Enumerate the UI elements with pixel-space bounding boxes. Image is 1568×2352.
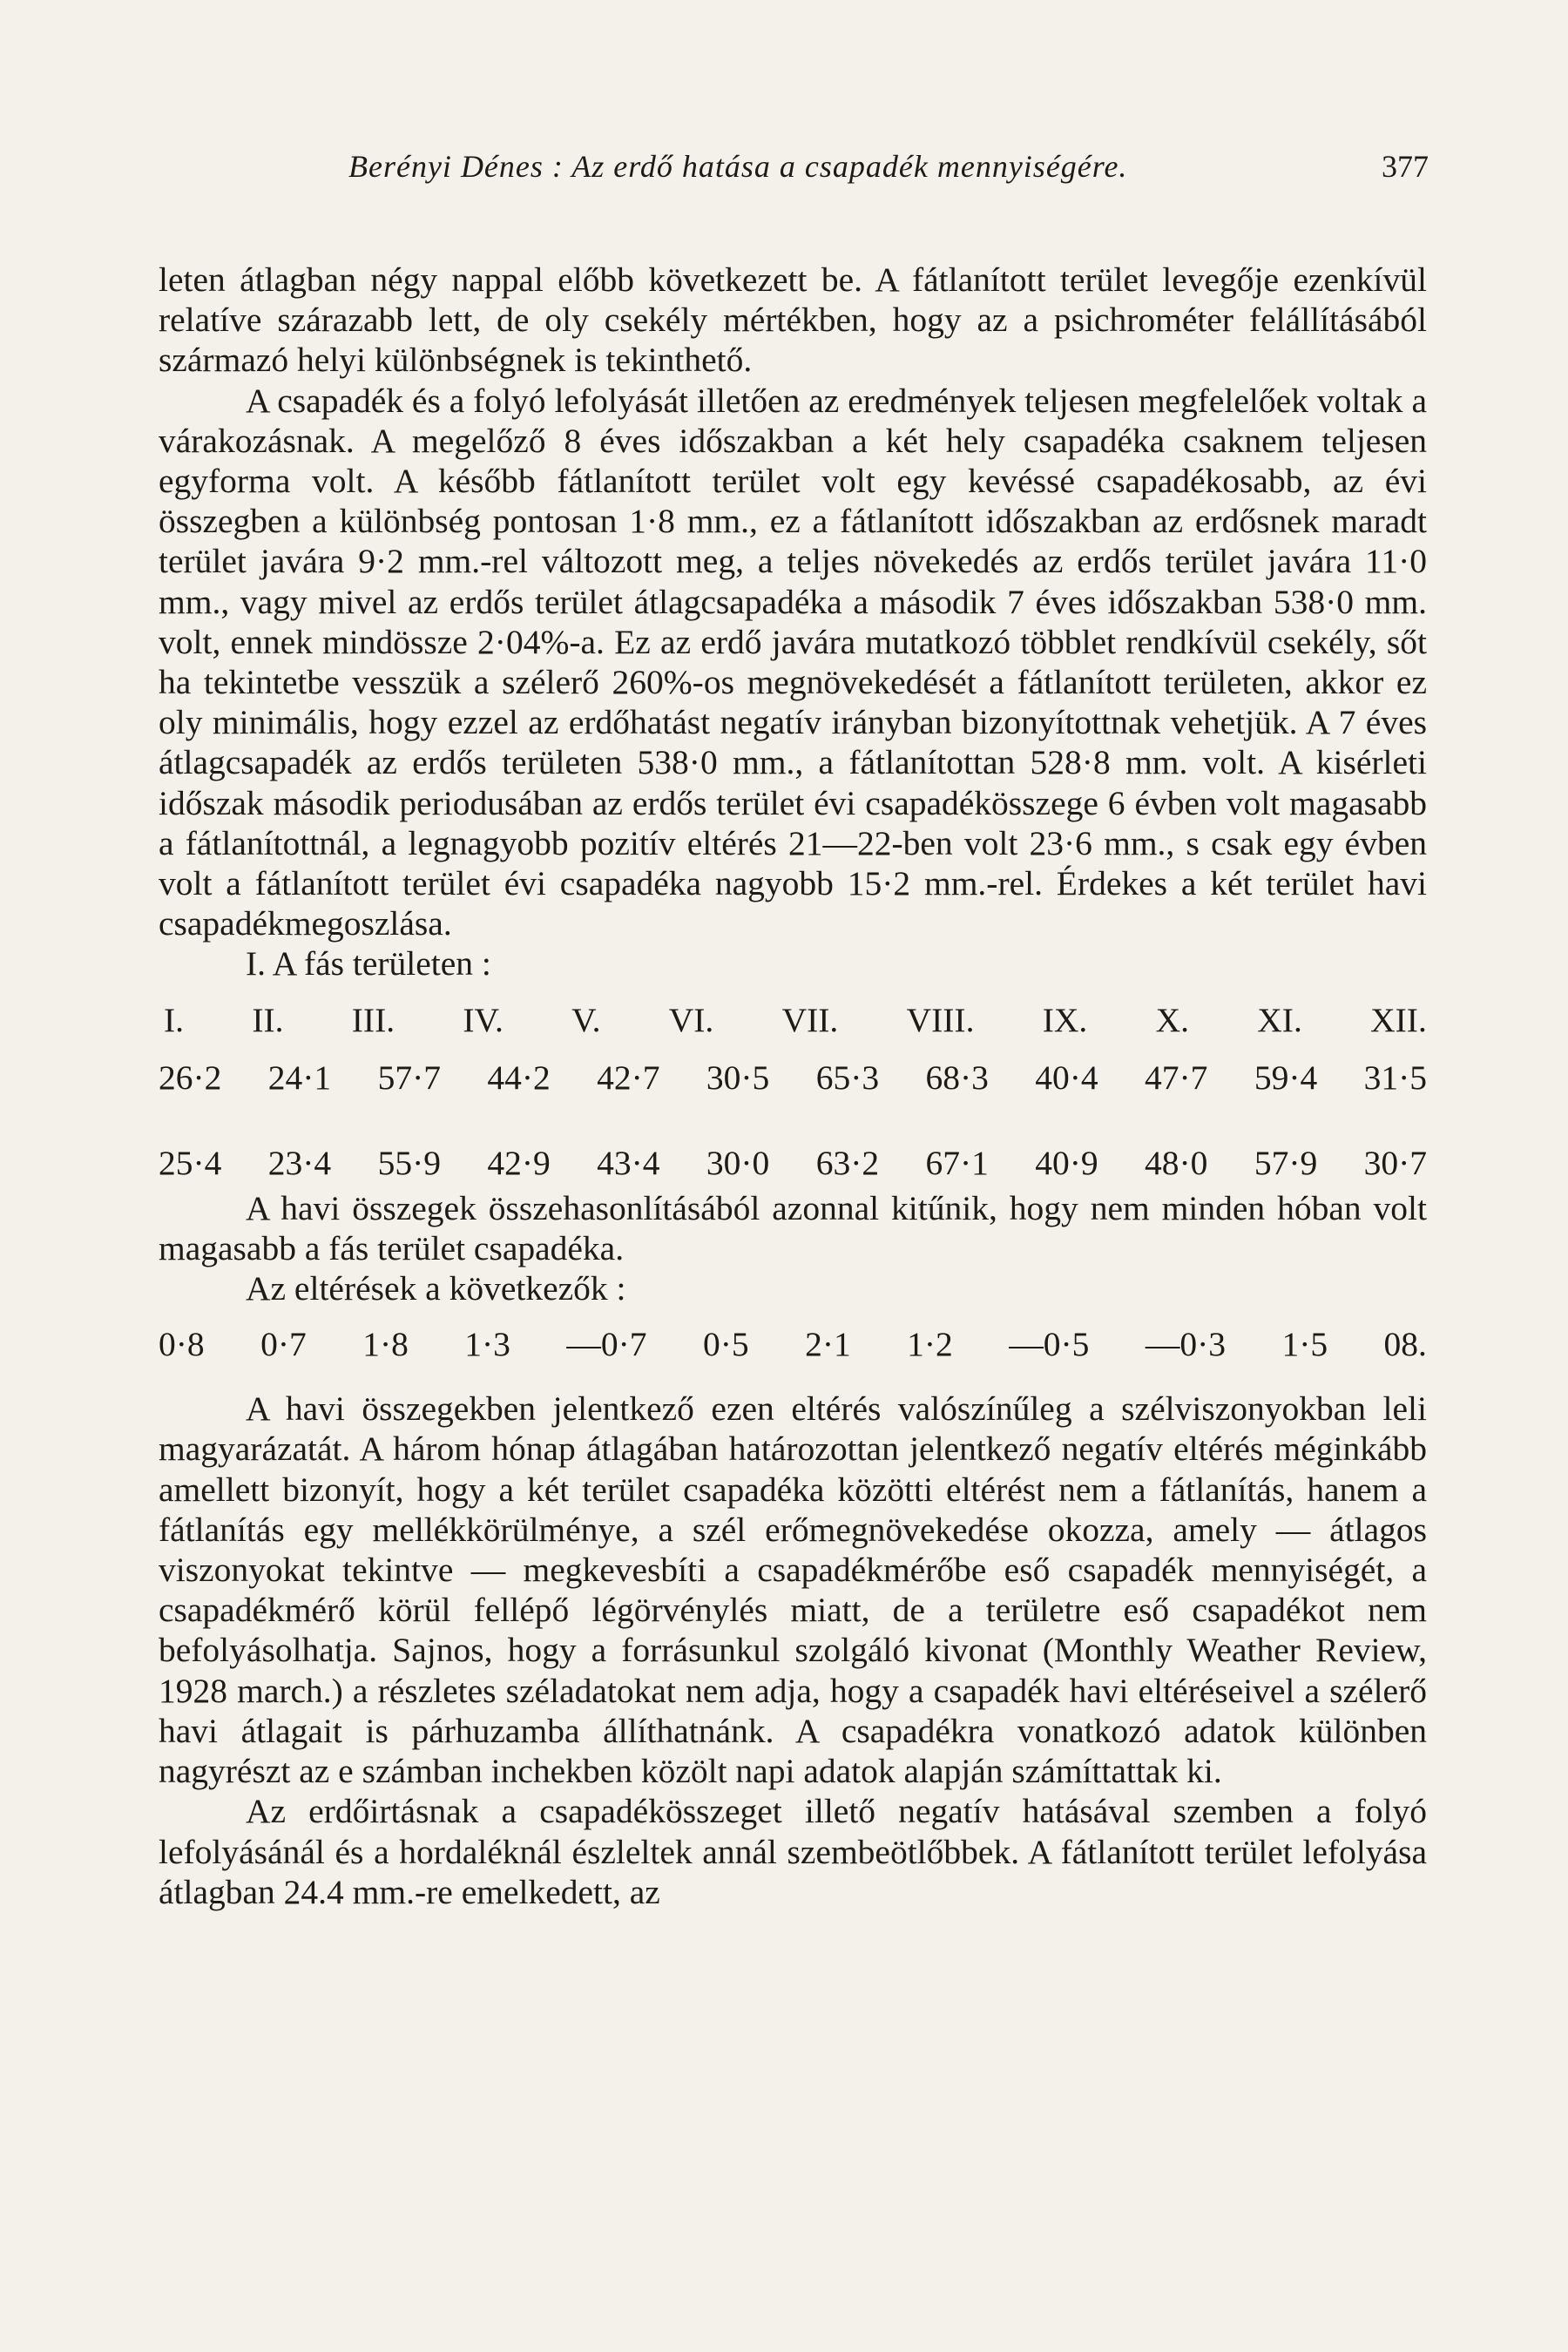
- forest-value-cell: 57·7: [377, 1058, 441, 1097]
- cleared-value-cell: 67·1: [925, 1143, 989, 1182]
- month-header-cell: XI.: [1257, 1000, 1302, 1039]
- cleared-value-cell: 40·9: [1035, 1143, 1098, 1182]
- forest-value-cell: 31·5: [1363, 1058, 1427, 1097]
- differences-label: Az eltérések a következők :: [246, 1269, 626, 1308]
- forest-value-cell: 59·4: [1254, 1058, 1318, 1097]
- month-header-cell: X.: [1155, 1000, 1189, 1039]
- difference-value-cell: 1·3: [464, 1325, 510, 1364]
- table-row-forest: [159, 1058, 1427, 1098]
- cleared-value-cell: 30·0: [706, 1143, 770, 1182]
- table-month-header: [159, 1000, 1427, 1040]
- difference-value-cell: 08.: [1383, 1325, 1427, 1364]
- month-header-cell: II.: [252, 1000, 284, 1039]
- month-header-cell: III.: [351, 1000, 395, 1039]
- paragraph-wind-explanation: A havi összegekben jelentkező ezen eltérés valószínűleg a szélviszonyokban leli magyarázatát. A három hónap átlagában határozottan jelentkező negatív eltérés méginkább amellett bizonyít, hogy a két terület csapadéka közötti eltérést nem a fátlanítás, hanem a fátlanítás egy mellékkörülménye, a szél erőmegnövekedése okozza, amely — átlagos viszonyokat tekintve — megkevesbíti a csapadékmérőbe eső csapadék mennyiségét, a csapadékmérő körül fellépő légörvénylés miatt, de a területre eső csapadékot nem befolyásolhatja. Sajnos, hogy a forrásunkul szolgáló kivonat (Monthly Weather Review, 1928 march.) a részletes széladatokat nem adja, hogy a csapadék havi eltéréseivel a szélerő havi átlagait is párhuzamba állíthatnánk. A csapadékra vonatkozó adatok különben nagyrészt az e számban inchekben közölt napi adatok alapján számíttattak ki.: [159, 1389, 1427, 1791]
- month-header-cell: IX.: [1042, 1000, 1088, 1039]
- difference-value-cell: —0·7: [566, 1325, 647, 1364]
- table-row-cleared: [159, 1143, 1427, 1183]
- forest-value-cell: 30·5: [706, 1058, 770, 1097]
- forest-value-cell: 26·2: [159, 1058, 222, 1097]
- cleared-value-cell: 42·9: [487, 1143, 551, 1182]
- running-head: Berényi Dénes : Az erdő hatása a csapadék mennyiségére.: [348, 149, 1128, 184]
- difference-value-cell: 1·2: [907, 1325, 953, 1364]
- difference-value-cell: 0·8: [159, 1325, 205, 1364]
- forest-value-cell: 44·2: [487, 1058, 551, 1097]
- month-header-cell: VII.: [781, 1000, 839, 1039]
- forest-value-cell: 68·3: [925, 1058, 989, 1097]
- cleared-value-cell: 63·2: [815, 1143, 880, 1182]
- table-label: I. A fás területen :: [246, 944, 491, 983]
- page-number: 377: [1382, 149, 1429, 184]
- month-header-cell: VIII.: [906, 1000, 975, 1039]
- body-text: [159, 260, 1427, 1912]
- difference-value-cell: 1·8: [362, 1325, 409, 1364]
- cleared-value-cell: 43·4: [597, 1143, 660, 1182]
- paragraph-monthly-comparison: A havi összegek összehasonlításából azonnal kitűnik, hogy nem minden hóban volt magasabb a fás terület csapadéka.: [159, 1188, 1427, 1267]
- cleared-value-cell: 25·4: [159, 1143, 222, 1182]
- cleared-value-cell: 23·4: [267, 1143, 332, 1182]
- difference-value-cell: 0·7: [260, 1325, 307, 1364]
- cleared-value-cell: 57·9: [1254, 1143, 1318, 1182]
- cleared-value-cell: 55·9: [377, 1143, 441, 1182]
- difference-value-cell: —0·5: [1009, 1325, 1090, 1364]
- forest-value-cell: 47·7: [1145, 1058, 1208, 1097]
- month-header-cell: IV.: [463, 1000, 504, 1039]
- cleared-value-cell: 30·7: [1363, 1143, 1427, 1182]
- difference-value-cell: 2·1: [805, 1325, 851, 1364]
- page-header: [157, 148, 1429, 192]
- month-header-cell: I.: [164, 1000, 185, 1039]
- paragraph-runoff: Az erdőirtásnak a csapadékösszeget illető negatív hatásával szemben a folyó lefolyásánál és a hordaléknál észleltek annál szembeötlőbbek. A fátlanított terület lefolyása átlagban 24.4 mm.-re emelkedett, az: [159, 1792, 1427, 1911]
- month-header-cell: XII.: [1370, 1000, 1427, 1039]
- forest-value-cell: 40·4: [1035, 1058, 1098, 1097]
- difference-value-cell: 0·5: [702, 1325, 749, 1364]
- paragraph-precipitation: A csapadék és a folyó lefolyását illetően az eredmények teljesen megfelelőek voltak a várakozásnak. A megelőző 8 éves időszakban a két hely csapadéka csaknem teljesen egyforma volt. A később fátlanított terület volt egy kevéssé csapadékosabb, az évi összegben a különbség pontosan 1·8 mm., ez a fátlanított időszakban az erdősnek maradt terület javára 9·2 mm.-rel változott meg, a teljes növekedés az erdős terület javára 11·0 mm., vagy mivel az erdős terület átlagcsapadéka a második 7 éves időszakban 538·0 mm. volt, ennek mindössze 2·04%-a. Ez az erdő javára mutatkozó többlet rendkívül csekély, sőt ha tekintetbe vesszük a szélerő 260%-os megnövekedését a fátlanított területen, akkor ez oly minimális, hogy ezzel az erdőhatást negatív irányban bizonyítottnak vehetjük. A 7 éves átlagcsapadék az erdős területen 538·0 mm., a fátlanítottan 528·8 mm. volt. A kisérleti időszak második periodusában az erdős terület évi csapadékösszege 6 évben volt magasabb a fátlanítottnál, a legnagyobb pozitív eltérés 21—22-ben volt 23·6 mm., s csak egy évben volt a fátlanított terület évi csapadéka nagyobb 15·2 mm.-rel. Érdekes a két terület havi csapadékmegoszlása.: [159, 381, 1427, 943]
- difference-value-cell: 1·5: [1281, 1325, 1328, 1364]
- paragraph-continuation: leten átlagban négy nappal előbb következett be. A fátlanított terület levegője ezenkívül relatíve szárazabb lett, de oly csekély mértékben, hogy az a psichrométer felállításából származó helyi különbségnek is tekinthető.: [159, 260, 1427, 380]
- forest-value-cell: 65·3: [815, 1058, 880, 1097]
- forest-value-cell: 42·7: [597, 1058, 660, 1097]
- month-header-cell: V.: [571, 1000, 601, 1039]
- differences-row: [159, 1324, 1427, 1364]
- month-header-cell: VI.: [668, 1000, 714, 1039]
- forest-value-cell: 24·1: [267, 1058, 332, 1097]
- cleared-value-cell: 48·0: [1145, 1143, 1208, 1182]
- difference-value-cell: —0·3: [1145, 1325, 1226, 1364]
